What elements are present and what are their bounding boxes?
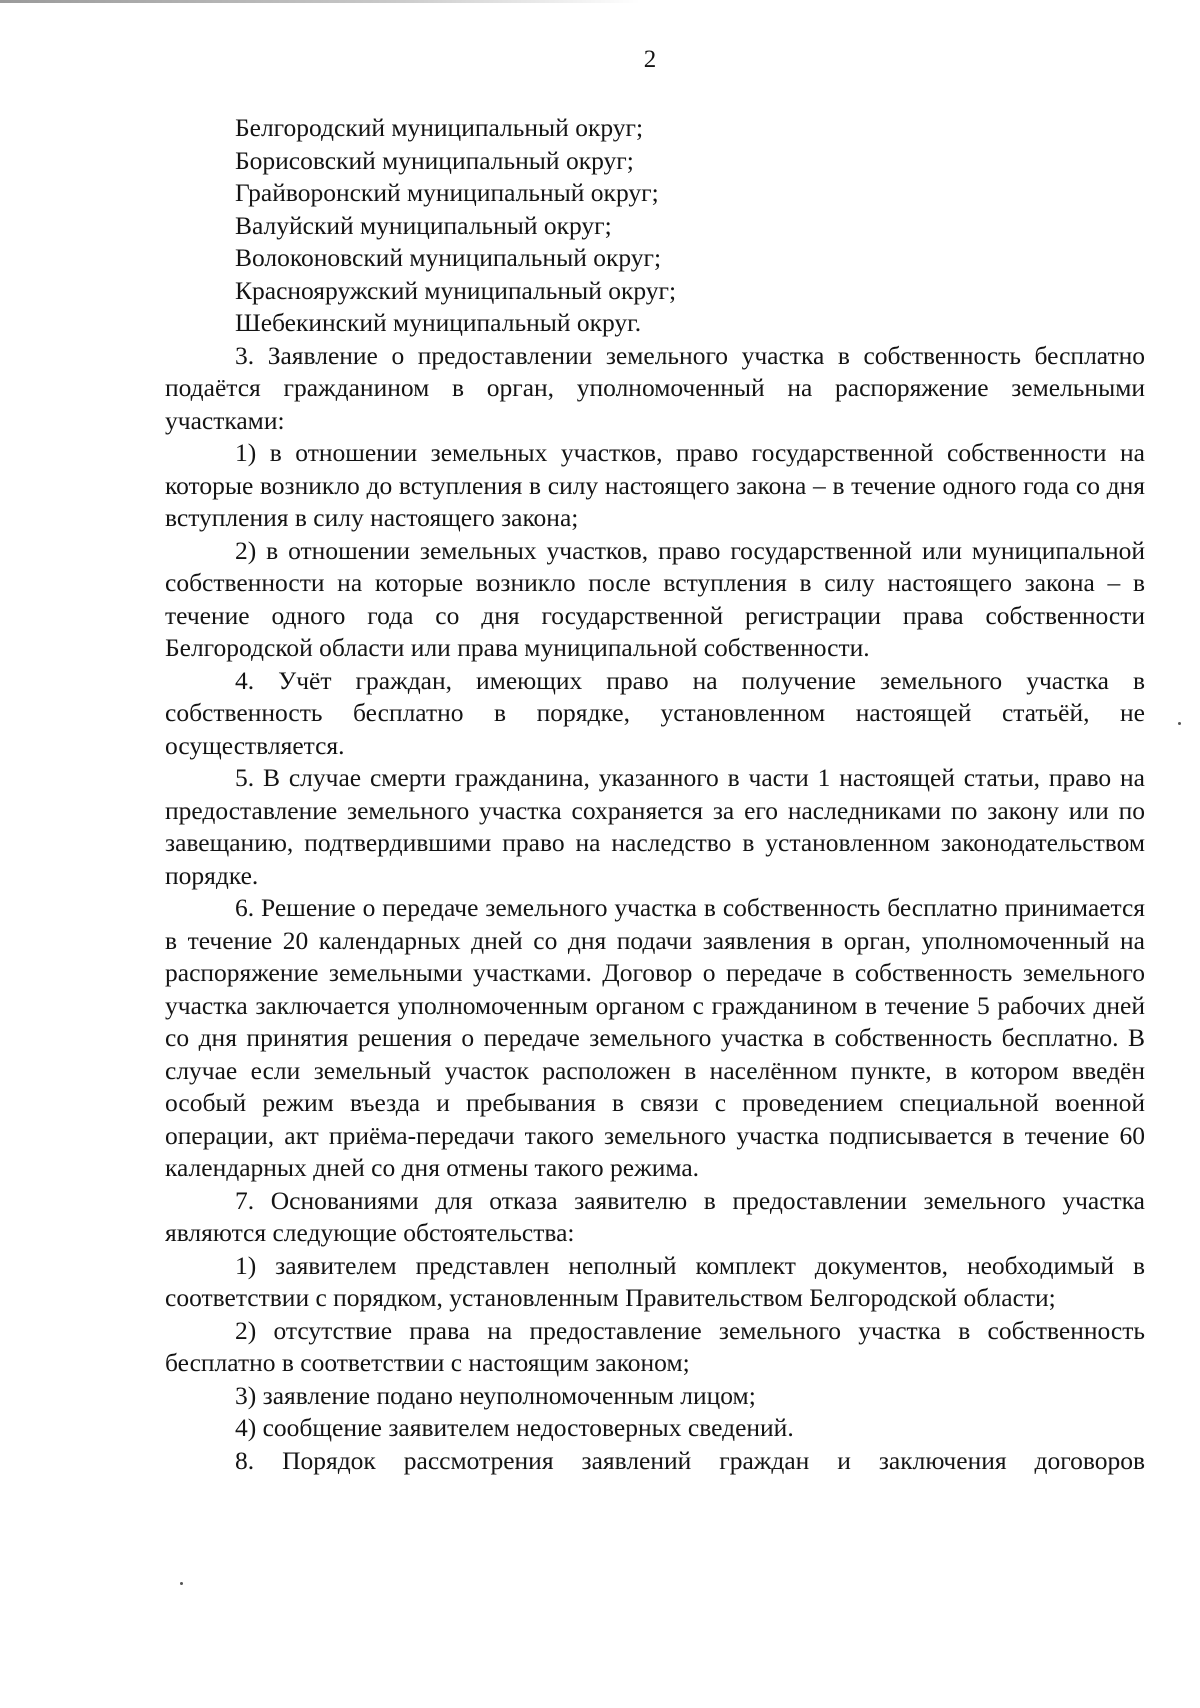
district-list <box>165 112 1145 340</box>
scan-edge-artifact <box>0 0 640 3</box>
page-number: 2 <box>643 46 657 73</box>
paragraph-7-item-2: 2) отсутствие права на предоставление земельного участка в собственность бесплатно в соответствии с настоящим законом; <box>165 1315 1145 1377</box>
paragraph-7-item-1: 1) заявителем представлен неполный комплект документов, необходимый в соответствии с порядком, установленным Правительством Белгородской области; <box>165 1250 1145 1312</box>
district-item: Грайворонский муниципальный округ; <box>235 178 659 207</box>
paragraph-7: 7. Основаниями для отказа заявителю в предоставлении земельного участка являются следующие обстоятельства: <box>165 1185 1145 1247</box>
district-item: Борисовский муниципальный округ; <box>235 145 634 175</box>
district-item: Краснояружский муниципальный округ; <box>235 275 677 305</box>
paragraph-4: 4. Учёт граждан, имеющих право на получение земельного участка в собственность бесплатно в порядке, установленном настоящей статьёй, не осуществляется. <box>165 665 1145 760</box>
paragraph-3: 3. Заявление о предоставлении земельного участка в собственность бесплатно подаётся гражданином в орган, уполномоченный на распоряжение земельными участками: <box>165 340 1145 435</box>
paragraph-3-item-2: 2) в отношении земельных участков, право государственной или муниципальной собственности на которые возникло после вступления в силу настоящего закона – в течение одного года со дня государственной регистрации права собственности Белгородской области или права муниципальной собственности. <box>165 535 1145 662</box>
scan-speck <box>1178 722 1181 725</box>
district-item: Шебекинский муниципальный округ. <box>235 308 642 337</box>
document-body <box>165 112 1145 1477</box>
paragraph-7-item-3: 3) заявление подано неуполномоченным лицом; <box>235 1380 756 1410</box>
district-item: Белгородский муниципальный округ; <box>235 113 644 142</box>
paragraph-8: 8. Порядок рассмотрения заявлений граждан и заключения договоров <box>235 1445 1145 1475</box>
paragraph-7-item-4: 4) сообщение заявителем недостоверных сведений. <box>235 1413 794 1442</box>
scan-speck <box>180 1582 183 1585</box>
paragraph-3-item-1: 1) в отношении земельных участков, право государственной собственности на которые возникло до вступления в силу настоящего закона – в течение одного года со дня вступления в силу настоящего закона; <box>165 438 1145 532</box>
paragraph-5: 5. В случае смерти гражданина, указанного в части 1 настоящей статьи, право на предоставление земельного участка сохраняется за его наследниками по закону или по завещанию, подтвердившими право на наследство в установленном законодательством порядке. <box>165 763 1145 890</box>
district-item: Волоконовский муниципальный округ; <box>235 243 662 272</box>
paragraph-6: 6. Решение о передаче земельного участка в собственность бесплатно принимается в течение 20 календарных дней со дня подачи заявления в орган, уполномоченный на распоряжение земельными участками. Договор о передаче в собственность земельного участка заключается уполномоченным органом с гражданином в течение 5 рабочих дней со дня принятия решения о передаче земельного участка в собственность бесплатно. В случае если земельный участок расположен в населённом пункте, в котором введён особый режим въезда и пребывания в связи с проведением специальной военной операции, акт приёма-передачи такого земельного участка подписывается в течение 60 календарных дней со дня отмены такого режима. <box>165 893 1145 1182</box>
district-item: Валуйский муниципальный округ; <box>235 210 612 240</box>
